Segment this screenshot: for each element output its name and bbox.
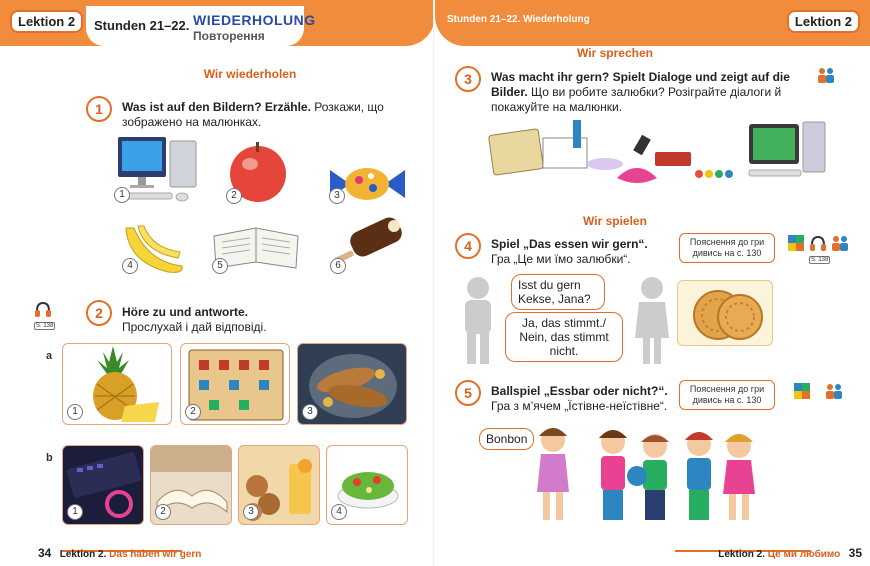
picture-number: 1 [67,404,83,420]
task3-de: Was macht ihr gern? Spielt Dialoge und zeigt auf die Bilder. [491,70,790,99]
picture-number: 2 [155,504,171,520]
hobby-items-icon [487,118,837,190]
running-headline: Stunden 21–22. Wiederholung [447,14,590,25]
lesson-title-ukr: Повторення [193,29,265,43]
speech-bubble-bonbon: Bonbon [479,428,534,450]
picture-number: 3 [329,188,345,204]
dice-icon [787,234,805,252]
lesson-header [86,6,316,46]
banana-picture [118,222,188,278]
task2-ukr: Прослухай і дай відповіді. [122,320,267,334]
cookies-juice-picture [238,445,320,525]
lesson-hours: Stunden 21–22. [94,18,190,33]
pair-work-icon [817,66,835,84]
headphones-icon [34,300,52,318]
lesson-title: WIEDERHOLUNG [193,12,316,28]
footer [38,546,201,560]
task-number: 5 [455,380,481,406]
picture-number: 5 [212,258,228,274]
computer-picture [110,135,205,207]
task4-ukr: Гра „Це ми їмо залюбки“. [491,252,631,266]
lektion-tab: Lektion 2 [787,10,860,33]
footer-lektion: Lektion 2. [59,549,107,560]
task-number: 4 [455,233,481,259]
salad-picture [326,445,408,525]
task5-ukr: Гра з м’ячем „Їстівне-неїстівне“. [491,399,668,413]
footer [718,546,862,560]
task5-instruction [491,384,681,414]
task2-instruction [122,305,417,335]
pineapple-picture [62,343,172,425]
cookies-picture [677,280,773,346]
picture-number: 4 [331,504,347,520]
picture-number: 2 [226,188,242,204]
task3-ukr: Що ви робите залюбки? Розіграйте діалоги й покажуйте на малюнки. [491,85,782,114]
task2-de: Höre zu und antworte. [122,305,248,319]
game-controller-picture [62,445,144,525]
task-number: 1 [86,96,112,122]
picture-number: 2 [185,404,201,420]
grilled-fish-picture [297,343,407,425]
task1-de: Was ist auf den Bildern? Erzähle. [122,100,311,114]
picture-number: 1 [67,504,83,520]
board-game-picture [180,343,290,425]
picture-number: 1 [114,187,130,203]
footer-lektion: Lektion 2. [718,549,765,560]
cookies-icon [678,281,773,346]
ice-cream-picture [326,214,410,278]
right-page [435,0,870,566]
group-icon [831,234,849,252]
picture-number: 4 [122,258,138,274]
row-label-b: b [46,452,53,464]
page-number: 34 [38,546,52,560]
picture-number: 3 [302,404,318,420]
apple-picture [222,140,292,208]
task-number: 2 [86,300,112,326]
headphones-icon [809,234,827,252]
girl-silhouette-icon [631,274,673,366]
footer-title: Це ми любимо [767,549,841,560]
section-title-play: Wir spielen [583,214,647,228]
open-book-picture [150,445,232,525]
task4-instruction [491,237,681,267]
group-icon [825,382,843,400]
audio-reference: S. 138 [36,323,54,329]
speech-bubble-answer: Ja, das stimmt./ Nein, das stimmt nicht. [505,312,623,362]
speech-bubble-question: Isst du gern Kekse, Jana? [511,274,605,310]
task5-de: Ballspiel „Essbar oder nicht?“. [491,384,668,398]
book-picture [208,222,304,278]
picture-number: 3 [243,504,259,520]
task1-instruction [122,100,417,130]
task4-de: Spiel „Das essen wir gern“. [491,237,648,251]
boy-silhouette-icon [457,274,499,366]
footer-title: Das haben wir gern [109,549,202,560]
candy-picture [325,160,410,208]
row-label-a: a [46,350,53,362]
audio-reference: S. 138 [811,257,829,263]
page-number: 35 [848,546,862,560]
task3-instruction [491,70,813,115]
dice-icon [793,382,811,400]
lektion-tab: Lektion 2 [10,10,83,33]
children-playing-icon [525,420,765,526]
section-title-speak: Wir sprechen [577,46,653,60]
hobbies-picture [487,118,837,190]
game-rules-note: Пояснення до гри дивись на с. 130 [679,380,775,410]
section-title: Wir wiederholen [203,67,297,81]
task-number: 3 [455,66,481,92]
picture-number: 6 [330,258,346,274]
game-rules-note: Пояснення до гри дивись на с. 130 [679,233,775,263]
task1-ukr: Розкажи, що зображено на малюнках. [122,100,384,129]
